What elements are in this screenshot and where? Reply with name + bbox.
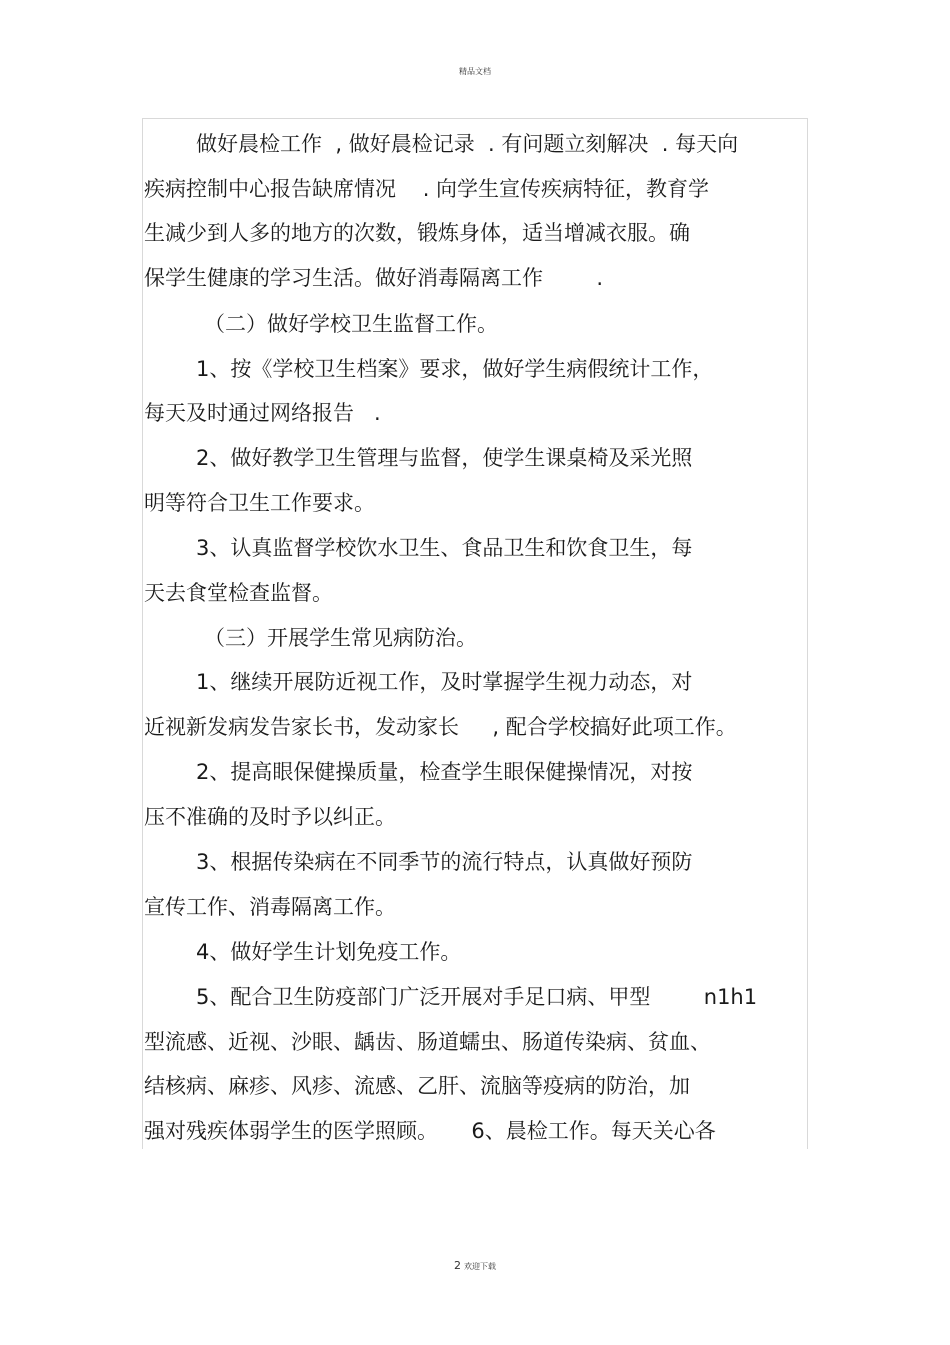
text-line: 保学生健康的学习生活。做好消毒隔离工作 .: [144, 266, 604, 290]
text-line: 2、提高眼保健操质量，检查学生眼保健操情况，对按: [196, 760, 693, 784]
text-line: 5、配合卫生防疫部门广泛开展对手足口病、甲型 n1h1: [196, 985, 758, 1009]
text-line: 疾病控制中心报告缺席情况 . 向学生宣传疾病特征，教育学: [144, 177, 710, 201]
text-line: 强对残疾体弱学生的医学照顾。 6、晨检工作。每天关心各: [144, 1119, 716, 1143]
text-line: 3、根据传染病在不同季节的流行特点，认真做好预防: [196, 850, 693, 874]
text-line: 生减少到人多的地方的次数，锻炼身体，适当增减衣服。确: [144, 221, 690, 245]
page-header: 精品文档: [459, 67, 491, 76]
text-line: 3、认真监督学校饮水卫生、食品卫生和饮食卫生，每: [196, 536, 693, 560]
text-line: 近视新发病发告家长书，发动家长 , 配合学校搞好此项工作。: [144, 715, 737, 739]
text-line: 做好晨检工作 , 做好晨检记录 . 有问题立刻解决 . 每天向: [196, 132, 739, 156]
text-line: 结核病、麻疹、风疹、流感、乙肝、流脑等疫病的防治，加: [144, 1074, 690, 1098]
text-line: 压不准确的及时予以纠正。: [144, 805, 396, 829]
page-number: 2: [454, 1259, 461, 1272]
text-line: 每天及时通过网络报告 .: [144, 401, 381, 425]
text-line: 明等符合卫生工作要求。: [144, 491, 375, 515]
footer-text: 欢迎下载: [464, 1262, 496, 1271]
section-heading: （三）开展学生常见病防治。: [204, 626, 477, 650]
text-line: 宣传工作、消毒隔离工作。: [144, 895, 396, 919]
page-footer: [0, 1259, 950, 1272]
text-line: 1、按《学校卫生档案》要求，做好学生病假统计工作，: [196, 357, 714, 381]
text-line: 2、做好教学卫生管理与监督，使学生课桌椅及采光照: [196, 446, 693, 470]
text-line: 天去食堂检查监督。: [144, 581, 333, 605]
text-line: 4、做好学生计划免疫工作。: [196, 940, 462, 964]
text-line: 型流感、近视、沙眼、龋齿、肠道蠕虫、肠道传染病、贫血、: [144, 1030, 711, 1054]
section-heading: （二）做好学校卫生监督工作。: [204, 312, 498, 336]
text-line: 1、继续开展防近视工作，及时掌握学生视力动态，对: [196, 670, 693, 694]
